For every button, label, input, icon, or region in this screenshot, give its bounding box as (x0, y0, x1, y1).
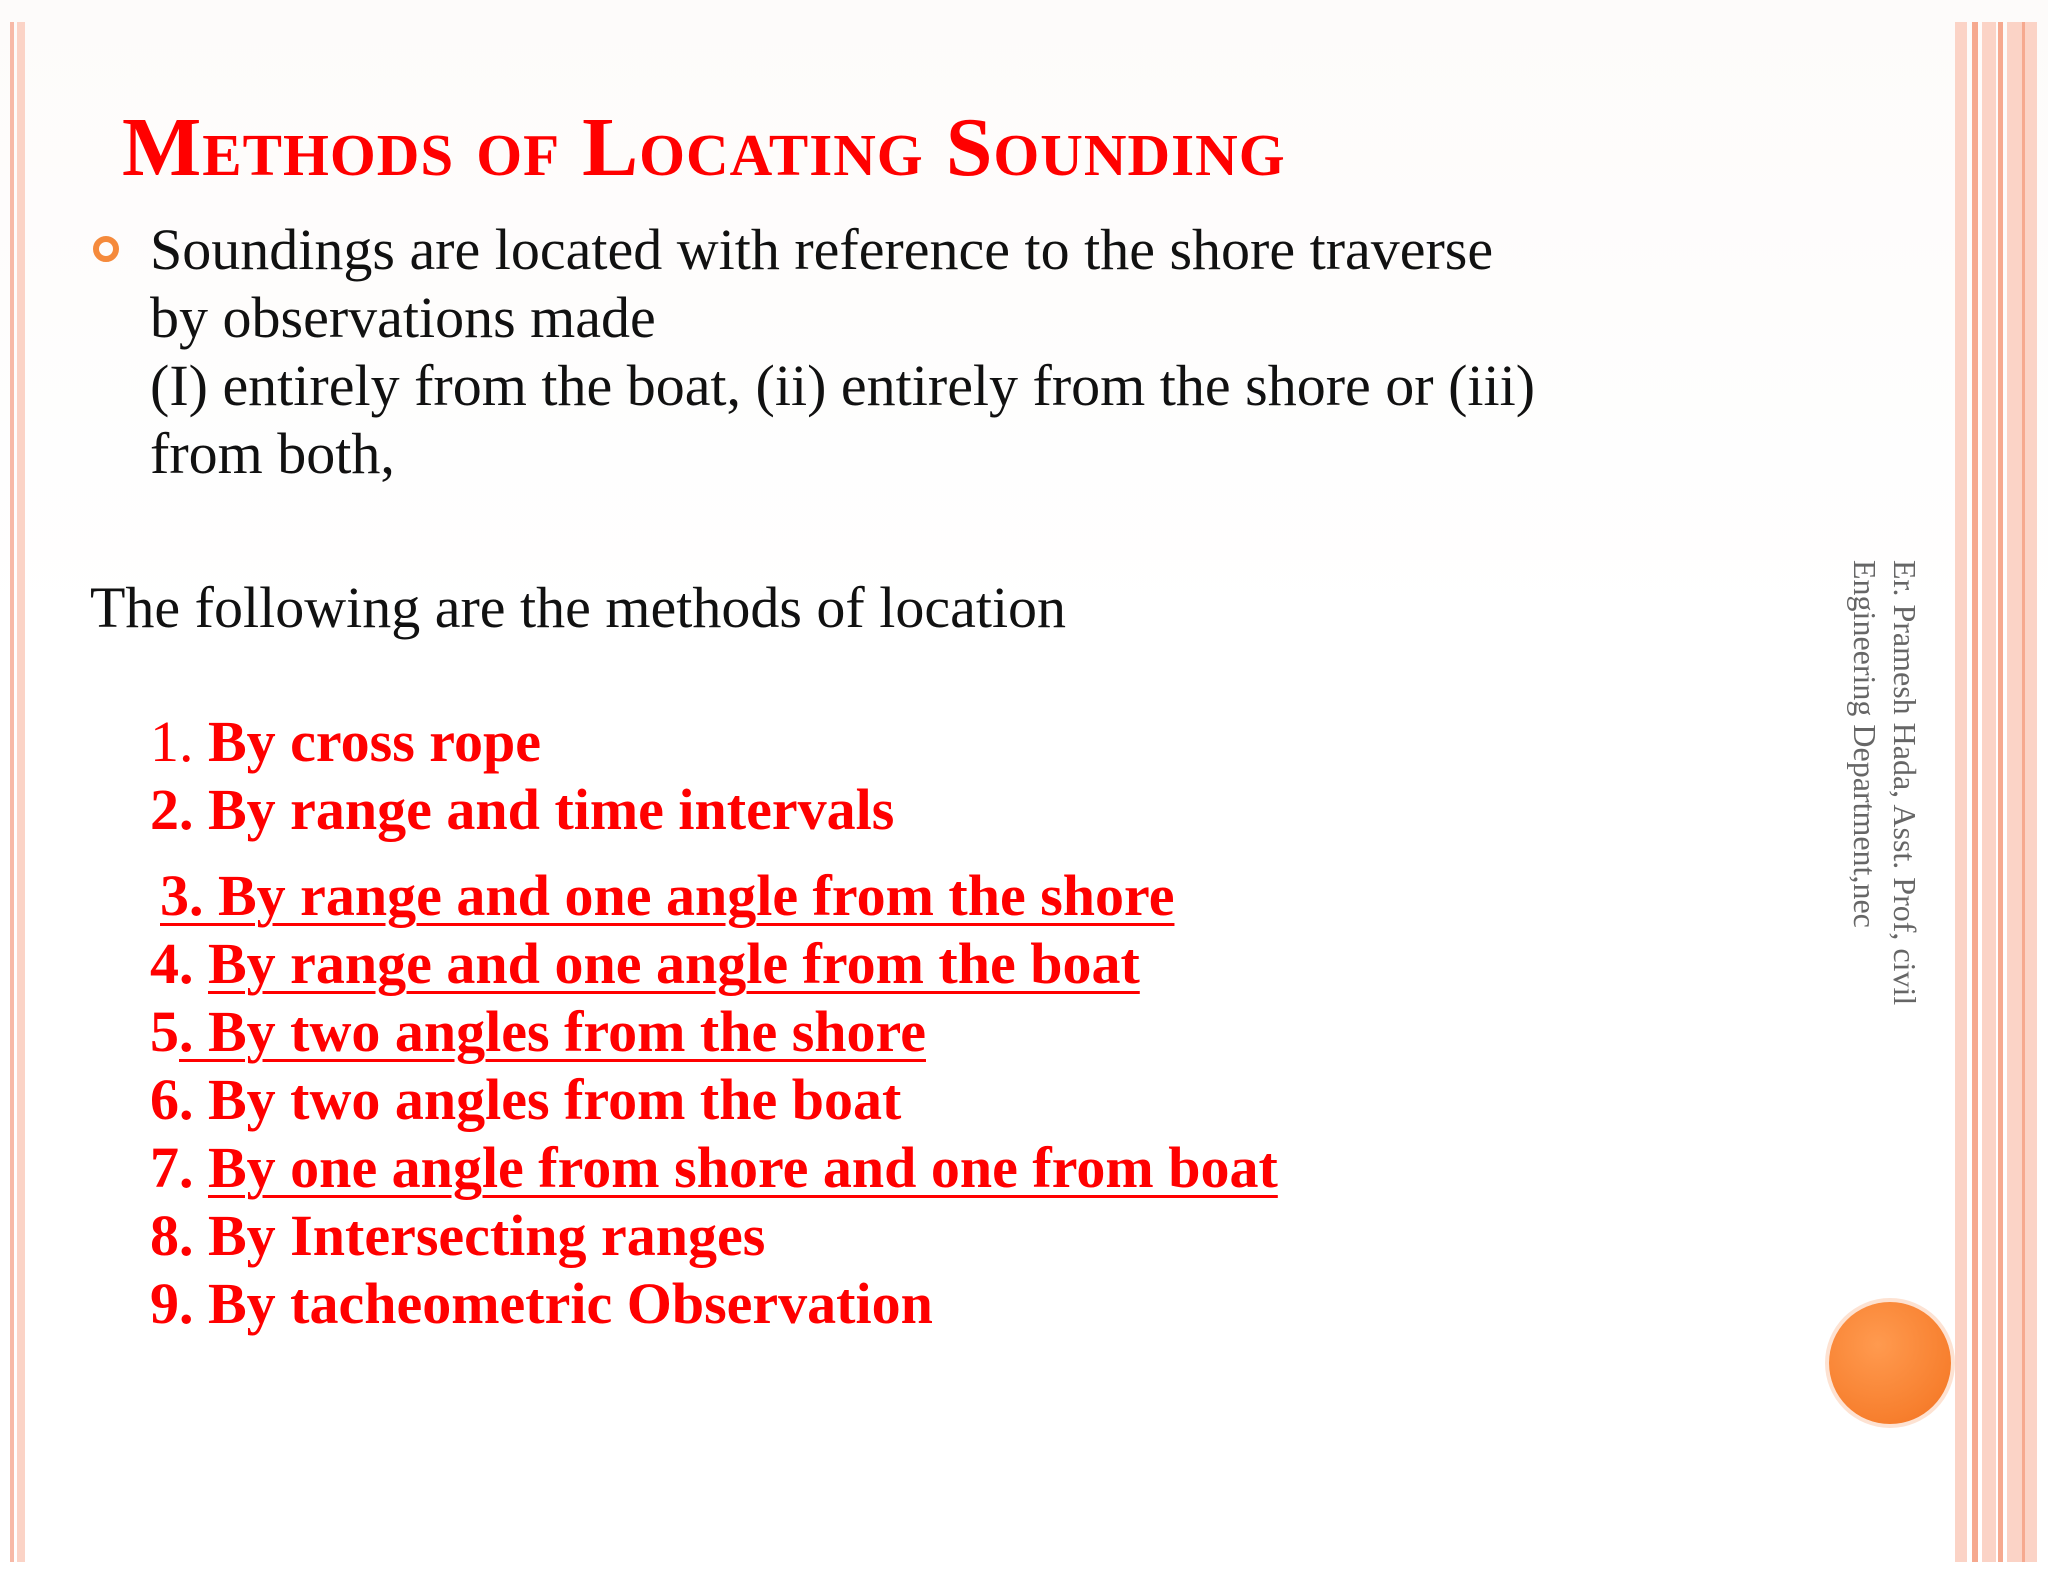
method-number: 1. (150, 709, 208, 774)
slide-title: Methods of Locating Sounding (122, 101, 1286, 194)
method-item (150, 1270, 1278, 1338)
left-decorative-stripe (10, 22, 14, 1562)
method-text: By Intersecting ranges (208, 1203, 766, 1268)
method-item (150, 1066, 1278, 1134)
paragraph-line: from both, (150, 421, 395, 486)
method-text: By one angle from shore and one from boat (208, 1135, 1278, 1200)
paragraph-line: Soundings are located with reference to the shore traverse (150, 217, 1494, 282)
decorative-orange-circle (1829, 1302, 1951, 1424)
method-item (150, 862, 1278, 930)
right-decorative-stripe (1982, 22, 1996, 1562)
method-item (150, 930, 1278, 998)
method-text: By tacheometric Observation (208, 1271, 933, 1336)
method-item (150, 776, 1278, 844)
right-decorative-stripe (1955, 22, 1967, 1562)
method-number: 5 (150, 999, 179, 1064)
method-item (150, 1134, 1278, 1202)
left-decorative-stripe (17, 22, 25, 1562)
method-text: By two angles from the boat (208, 1067, 902, 1132)
methods-list (150, 708, 1278, 1338)
right-decorative-stripe (2022, 22, 2025, 1562)
method-text: . By two angles from the shore (179, 999, 926, 1064)
author-line: Er. Pramesh Hada, Asst. Prof, civil (1887, 560, 1923, 1006)
author-line: Engineering Department,nec (1847, 560, 1883, 928)
method-text: By cross rope (208, 709, 541, 774)
method-text: By range and one angle from the shore (218, 863, 1175, 928)
methods-intro: The following are the methods of location (90, 575, 1067, 640)
method-text: By range and time intervals (208, 777, 895, 842)
method-number: 8. (150, 1203, 208, 1268)
method-number: 3. (160, 863, 218, 928)
method-number: 6. (150, 1067, 208, 1132)
intro-paragraph (150, 216, 1890, 488)
method-number: 4. (150, 931, 208, 996)
paragraph-line: (I) entirely from the boat, (ii) entirely from the shore or (iii) (150, 353, 1536, 418)
method-number: 7. (150, 1135, 208, 1200)
right-decorative-stripe (1998, 22, 2003, 1562)
method-item (150, 998, 1278, 1066)
method-item (150, 708, 1278, 776)
method-number: 9. (150, 1271, 208, 1336)
method-text: By range and one angle from the boat (208, 931, 1140, 996)
paragraph-line: by observations made (150, 285, 656, 350)
method-number: 2. (150, 777, 208, 842)
method-item (150, 1202, 1278, 1270)
right-decorative-stripe (1972, 22, 1978, 1562)
author-credit (1845, 560, 1925, 1005)
hollow-circle-bullet-icon (93, 236, 119, 262)
